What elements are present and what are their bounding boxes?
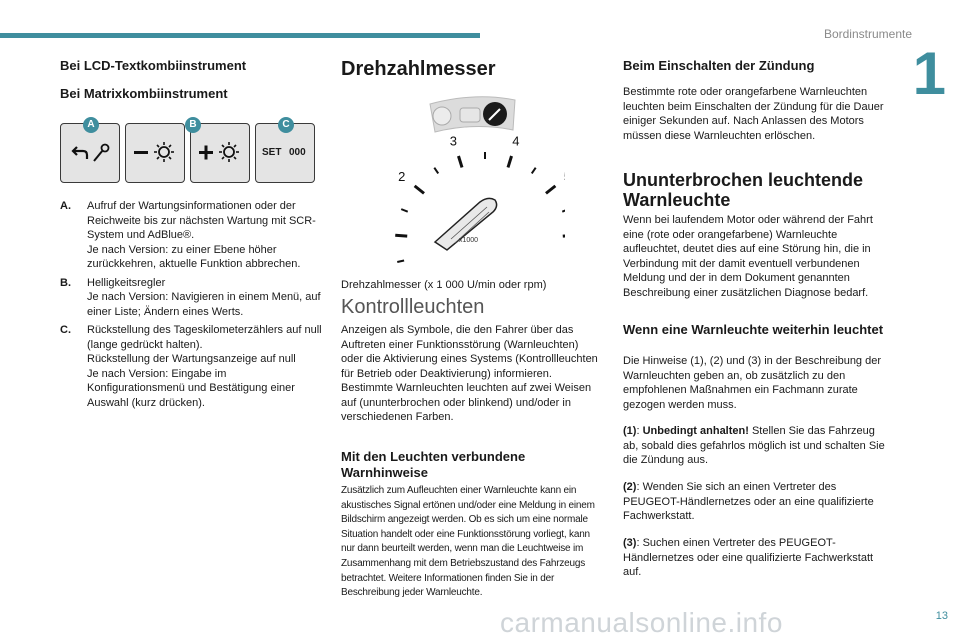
note-1-label: (1) [623, 425, 637, 437]
tach-major-tick [395, 235, 407, 236]
back-wrench-button[interactable] [60, 119, 120, 183]
item-label: B. [60, 276, 71, 289]
weiterhin-text-content: Die Hinweise (1), (2) und (3) in der Beschreibung der Warnleuchten geben an, ob zusätzlich zu den empfohlenen Maßnahmen ein Fachmann zurate gezogen werden muss. [623, 355, 882, 411]
note-1: (1): Unbedingt anhalten! Stellen Sie das Fahrzeug ab, sobald dies gefahrlos möglich ist und schalten Sie die Zündung aus. [623, 425, 885, 466]
badge-c: C [278, 117, 294, 133]
weiterhin-text [623, 354, 885, 412]
einschalten-text: Bestimmte rote oder orangefarbene Warnleuchten leuchten beim Einschalten der Zündung für die Dauer einiger Sekunden auf. Nach Anlassen des Motors müssen diese Warnleuchten erlöschen. [623, 86, 884, 142]
set-reset-button[interactable] [255, 119, 315, 183]
tach-major-tick [508, 156, 512, 167]
tach-minor-tick [401, 209, 408, 212]
heading-drehzahlmesser: Drehzahlmesser [341, 58, 496, 80]
tach-major-tick [458, 156, 462, 167]
tach-minor-tick [397, 260, 404, 262]
brightness-minus-button[interactable] [125, 123, 185, 183]
note-3-label: (3) [623, 537, 637, 549]
tach-label: 2 [398, 168, 406, 184]
tach-label [564, 169, 565, 184]
tach-minor-tick [532, 168, 536, 174]
tach-minor-tick [562, 209, 565, 212]
heading-weiterhin: Wenn eine Warnleuchte weiterhin leuchtet [623, 322, 884, 337]
heading-warnhinweise: Mit den Leuchten verbundene Warnhinweise [341, 449, 526, 480]
page-number: 13 [935, 610, 948, 622]
badge-a: A [83, 117, 99, 133]
tach-minor-tick [434, 168, 438, 174]
tachometer-illustration [385, 92, 565, 277]
item-text: Rückstellung des Tageskilometerzählers auf null (lange gedrückt halten). Rückstellung der Wartungsanzeige auf null Je nach Version: Eingabe im Konfigurationsmenü und Bestätigung einer Auswahl (kurz drücken). [87, 324, 322, 409]
ununterbrochen-text: Wenn bei laufendem Motor oder während der Fahrt eine (rote oder orangefarbene) Warnleuchte aufleuchtet, deutet dies auf eine Störung hin, die in Verbindung mit der damit eventuell verbundenen Meldung und der in dem Dokument genannten Beschreibung einer zusätzlichen Diagnose bedarf. [623, 214, 873, 299]
chapter-number: 1 [912, 40, 946, 107]
tach-unit: x1000 [459, 237, 479, 244]
note-2 [623, 480, 885, 524]
list-item [60, 276, 322, 320]
brightness-minus-icon [126, 124, 184, 182]
tach-major-tick [546, 186, 555, 193]
kontrollleuchten-text: Anzeigen als Symbole, die den Fahrer über das Auftreten einer Funktionsstörung (Warnleuchten) oder die Aktivierung eines Systems (Kontrollleuchten für Betrieb oder Deaktivierung) informieren. Bestimmte Warnleuchten leuchten auf zwei Weisen auf (ununterbrochen oder blinkend) und/oder in verschiedenen Farben. [341, 324, 598, 423]
note-3-text: : Suchen einen Vertreter des PEUGEOT-Händlernetzes oder eine qualifizierte Fachwerkstatt auf. [623, 537, 874, 578]
tach-major-tick [415, 186, 424, 193]
brightness-plus-icon [191, 124, 249, 182]
button-descriptions [60, 199, 322, 414]
tach-label: 3 [449, 133, 457, 149]
note-2-text: : Wenden Sie sich an einen Vertreter des PEUGEOT-Händlernetzes oder an eine qualifizierte Fachwerkstatt. [623, 481, 874, 522]
list-item [60, 199, 322, 272]
heading-matrix: Bei Matrixkombiinstrument [60, 86, 228, 101]
warnhinweise-text: Zusätzlich zum Aufleuchten einer Warnleuchte kann ein akustisches Signal ertönen und/oder eine Meldung in einem Bildschirm angezeigt werden. Ob es sich um eine normale Situation handelt oder eine Funktionsstörung vorliegt, kann nur dann beurteilt werden, wenn man die Leuchtweise im Zusammenhang mit dem Betriebszustand des Fahrzeugs betrachtet. Weitere Informationen finden Sie in der Beschreibung jeder Warnleuchte. [341, 485, 595, 599]
item-label: A. [60, 200, 71, 212]
heading-ununterbrochen: Ununterbrochen leuchtende Warnleuchte [623, 170, 864, 210]
note-2-label: (2) [623, 481, 637, 493]
tachometer-caption: Drehzahlmesser (x 1 000 U/min oder rpm) [341, 279, 547, 291]
list-item [60, 323, 322, 410]
note-1-text: Stellen Sie das Fahrzeug ab, sobald dies gefahrlos möglich ist und schalten Sie die Zündung aus. [623, 425, 885, 466]
tach-label: 4 [512, 133, 520, 149]
item-text: Helligkeitsregler Je nach Version: Navigieren in einem Menü, auf einer Liste; Ändern eines Werts. [87, 276, 321, 318]
note-3 [623, 536, 885, 580]
header-bar [0, 33, 480, 38]
watermark: carmanualsonline.info [500, 607, 783, 638]
set-label: SET [262, 147, 282, 158]
note-1-bold: Unbedingt anhalten! [642, 425, 749, 437]
item-text: Aufruf der Wartungsinformationen oder der Reichweite bis zur nächsten Wartung mit SCR-System und AdBlue®. Je nach Version: zu einer Ebene höher zurückkehren, aktuelle Funktion abbrechen. [87, 200, 316, 270]
heading-kontrollleuchten: Kontrollleuchten [341, 296, 485, 318]
badge-b: B [185, 117, 201, 133]
tach-major-tick [563, 235, 565, 236]
section-title: Bordinstrumente [823, 27, 912, 41]
zero-label: 000 [289, 147, 306, 158]
heading-lcd: Bei LCD-Textkombiinstrument [60, 58, 247, 73]
heading-einschalten: Beim Einschalten der Zündung [623, 58, 815, 73]
item-label: C. [60, 324, 71, 336]
brightness-plus-button[interactable] [189, 119, 250, 183]
button-panel [60, 119, 316, 183]
